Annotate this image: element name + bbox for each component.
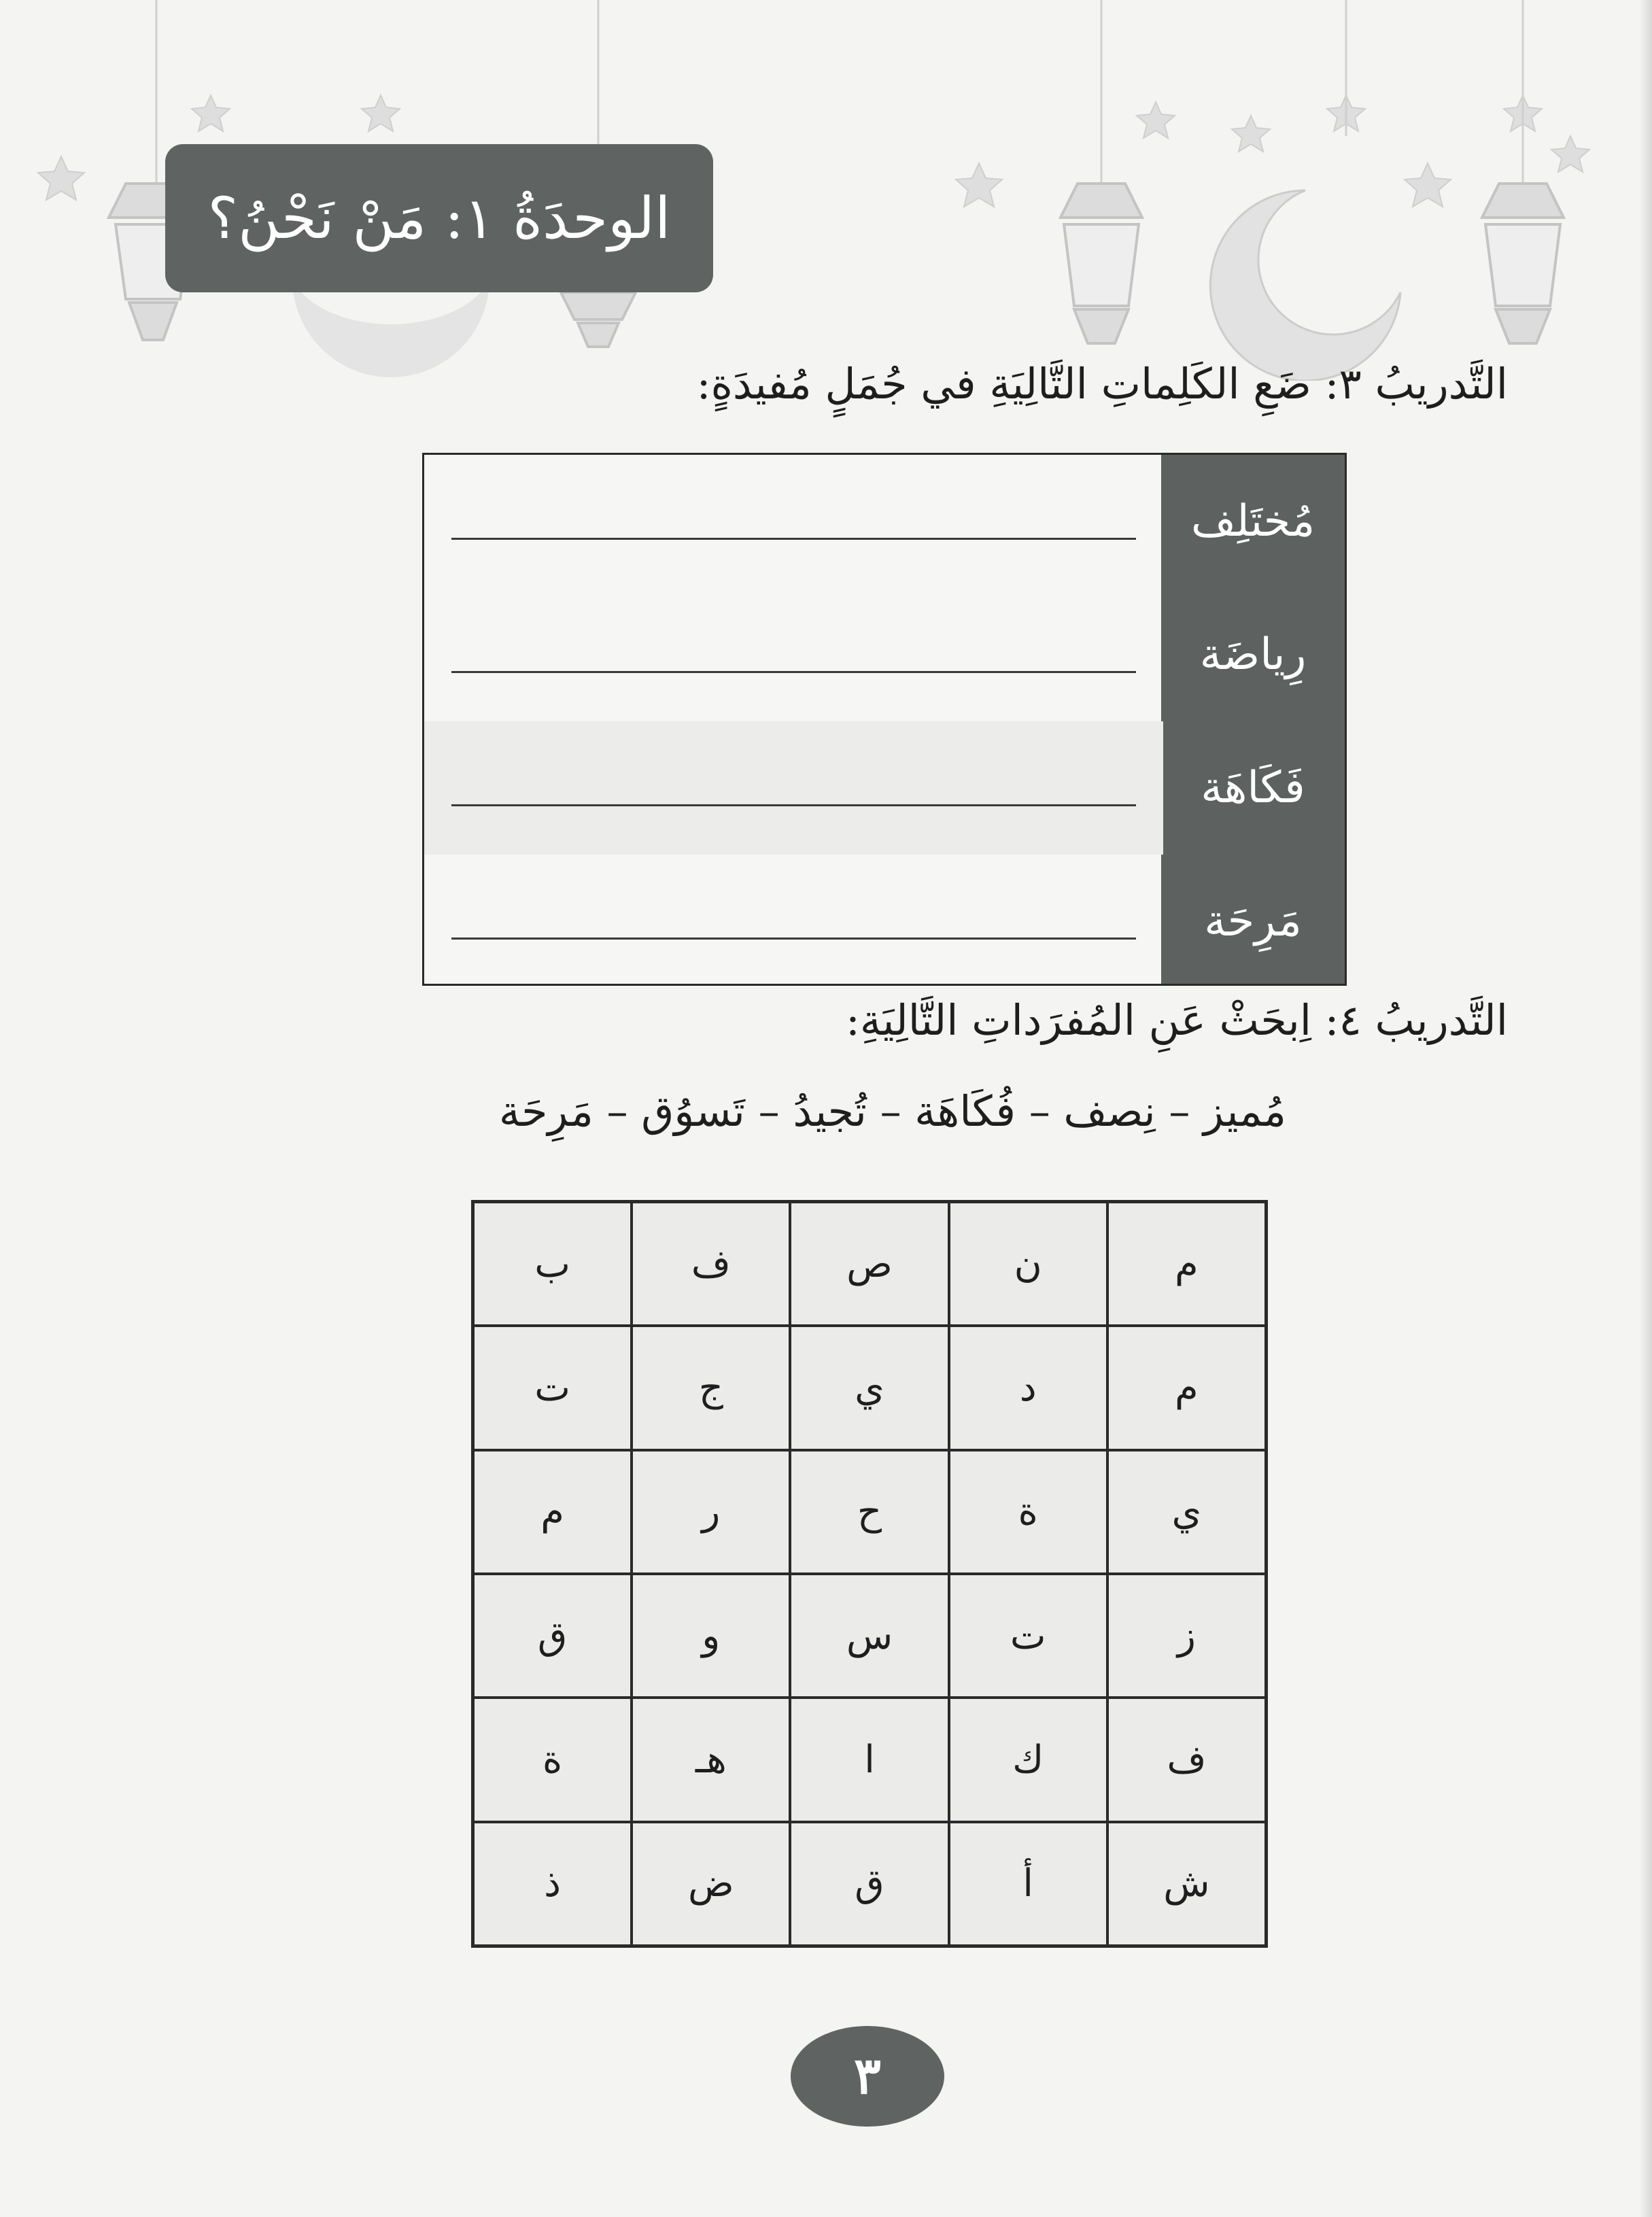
page-number: ٣ <box>854 2047 881 2106</box>
row-word: رِياضَة <box>1199 630 1307 680</box>
star-icon <box>1232 116 1270 152</box>
unit-title: الوحدَةُ ١: مَنْ نَحْنُ؟ <box>207 185 671 252</box>
grid-cell[interactable]: ق <box>790 1822 948 1946</box>
star-icon <box>956 163 1002 207</box>
grid-cell[interactable]: ض <box>632 1822 790 1946</box>
row-word: مَرِحَة <box>1204 896 1302 946</box>
star-icon <box>362 95 400 131</box>
exercise3-heading: التَّدريبُ ٣: ضَعِ الكَلِماتِ التَّالِيَةِ في جُمَلٍ مُفيدَةٍ: <box>696 359 1508 409</box>
sentence-row <box>424 855 1345 988</box>
grid-cell[interactable]: و <box>632 1574 790 1698</box>
star-icon <box>38 156 84 200</box>
lantern-icon <box>561 292 636 347</box>
grid-cell[interactable]: ي <box>790 1326 948 1449</box>
grid-cell[interactable]: د <box>949 1326 1107 1449</box>
grid-cell[interactable]: ق <box>473 1574 632 1698</box>
unit-title-banner <box>165 144 713 292</box>
grid-cell[interactable]: ش <box>1107 1822 1266 1946</box>
row-word: مُختَلِف <box>1190 496 1315 547</box>
row-shading <box>424 721 1163 855</box>
grid-cell[interactable]: أ <box>949 1822 1107 1946</box>
grid-cell[interactable]: ز <box>1107 1574 1266 1698</box>
grid-cell[interactable]: ي <box>1107 1450 1266 1574</box>
star-icon <box>192 95 230 131</box>
grid-cell[interactable]: ص <box>790 1202 948 1326</box>
writing-line[interactable] <box>451 804 1136 806</box>
grid-cell[interactable]: ف <box>632 1202 790 1326</box>
sentence-row <box>424 588 1345 721</box>
grid-cell[interactable]: ة <box>473 1698 632 1821</box>
word-search-grid <box>471 1200 1268 1948</box>
grid-cell[interactable]: ا <box>790 1698 948 1821</box>
grid-cell[interactable]: ف <box>1107 1698 1266 1821</box>
sentence-row <box>424 721 1345 855</box>
grid-cell[interactable]: ر <box>632 1450 790 1574</box>
grid-cell[interactable]: ن <box>949 1202 1107 1326</box>
grid-cell[interactable]: م <box>1107 1202 1266 1326</box>
sentence-row <box>424 455 1345 588</box>
exercise4-heading: التَّدريبُ ٤: اِبحَثْ عَنِ المُفرَداتِ التَّالِيَةِ: <box>846 995 1508 1045</box>
grid-cell[interactable]: ح <box>790 1450 948 1574</box>
grid-cell[interactable]: ك <box>949 1698 1107 1821</box>
writing-line[interactable] <box>451 938 1136 940</box>
star-icon <box>1405 163 1451 207</box>
grid-cell[interactable]: س <box>790 1574 948 1698</box>
grid-cell[interactable]: ب <box>473 1202 632 1326</box>
grid-cell[interactable]: ذ <box>473 1822 632 1946</box>
vocabulary-list: مُميز – نِصف – فُكَاهَة – تُجيدُ – تَسوُق – مَرِحَة <box>498 1086 1286 1136</box>
grid-cell[interactable]: م <box>1107 1326 1266 1449</box>
grid-cell[interactable]: م <box>473 1450 632 1574</box>
row-word: فَكَاهَة <box>1201 763 1305 813</box>
sentence-table <box>422 453 1347 986</box>
grid-cell[interactable]: ج <box>632 1326 790 1449</box>
writing-line[interactable] <box>451 538 1136 540</box>
crescent-moon-icon <box>292 279 489 377</box>
lantern-icon <box>1482 184 1564 343</box>
grid-cell[interactable]: ت <box>473 1326 632 1449</box>
grid-cell[interactable]: هـ <box>632 1698 790 1821</box>
grid-cell[interactable]: ة <box>949 1450 1107 1574</box>
writing-line[interactable] <box>451 671 1136 673</box>
star-icon <box>1137 102 1175 138</box>
grid-cell[interactable]: ت <box>949 1574 1107 1698</box>
lantern-icon <box>1061 184 1142 343</box>
page-number-badge <box>791 2026 944 2127</box>
star-icon <box>1551 136 1589 172</box>
crescent-moon-icon <box>1210 190 1400 381</box>
